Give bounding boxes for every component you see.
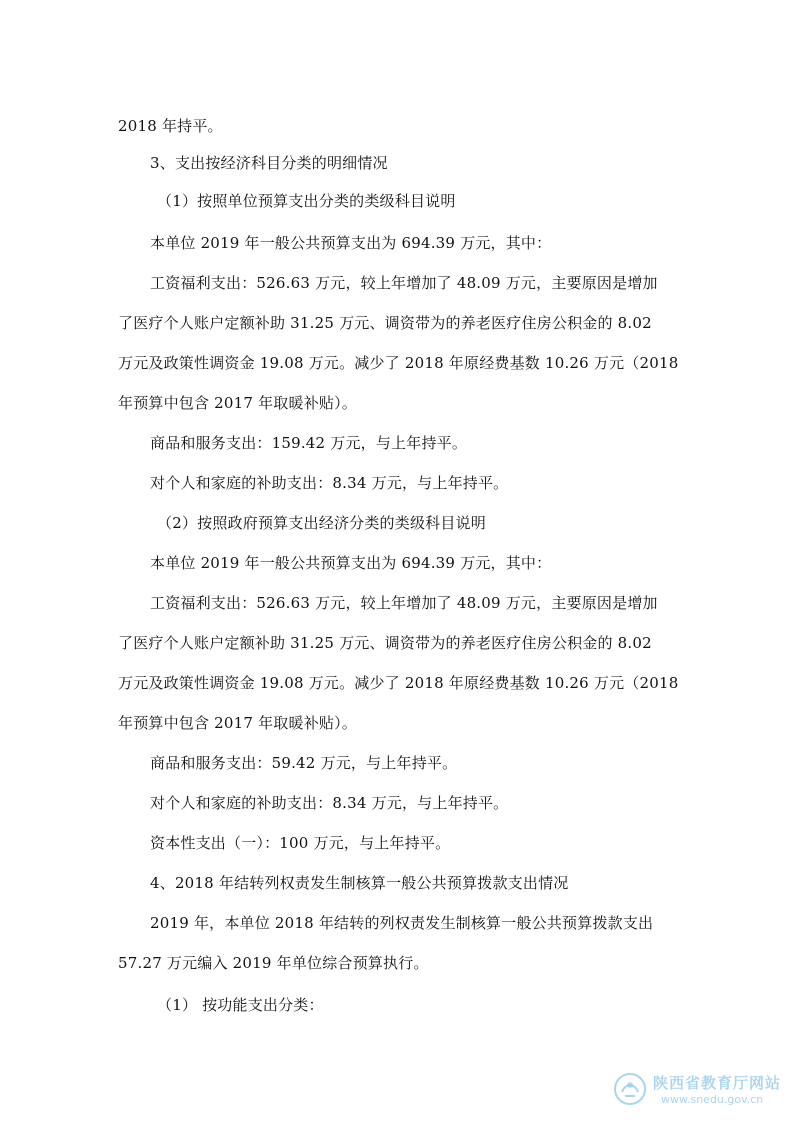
text-line: 本单位 2019 年一般公共预算支出为 694.39 万元，其中： [150,554,552,572]
text-line: 了医疗个人账户定额补助 31.25 万元、调资带为的养老医疗住房公积金的 8.02 [118,314,652,332]
watermark-url: www.snedu.gov.cn [661,1093,764,1106]
watermark-name: 陕西省教育厅网站 [653,1074,782,1092]
subsection-heading: （2）按照政府预算支出经济分类的类级科目说明 [157,514,486,532]
subsection-heading: （1）按照单位预算支出分类的类级科目说明 [157,192,456,210]
text-line: 工资福利支出：526.63 万元，较上年增加了 48.09 万元，主要原因是增加 [150,274,658,292]
subsection-heading: （1） 按功能支出分类： [157,996,324,1014]
text-line: 对个人和家庭的补助支出：8.34 万元，与上年持平。 [150,474,509,492]
site-logo-icon [613,1072,647,1106]
site-watermark [613,1070,783,1112]
text-line: 年预算中包含 2017 年取暖补贴）。 [118,394,358,412]
text-line: 万元及政策性调资金 19.08 万元。减少了 2018 年原经费基数 10.26 万元（2018 [118,674,679,692]
text-line: 工资福利支出：526.63 万元，较上年增加了 48.09 万元，主要原因是增加 [150,594,658,612]
text-line: 年预算中包含 2017 年取暖补贴）。 [118,714,358,732]
text-line: 2018 年持平。 [118,117,223,135]
text-line: 了医疗个人账户定额补助 31.25 万元、调资带为的养老医疗住房公积金的 8.02 [118,634,652,652]
text-line: 商品和服务支出：159.42 万元，与上年持平。 [150,434,468,452]
text-line: 资本性支出（一）：100 万元，与上年持平。 [150,834,451,852]
section-heading: 4、2018 年结转列权责发生制核算一般公共预算拨款支出情况 [150,874,569,892]
section-heading: 3、支出按经济科目分类的明细情况 [150,154,388,172]
text-line: 本单位 2019 年一般公共预算支出为 694.39 万元，其中： [150,234,552,252]
text-line: 2019 年，本单位 2018 年结转的列权责发生制核算一般公共预算拨款支出 [150,914,654,932]
text-line: 对个人和家庭的补助支出：8.34 万元，与上年持平。 [150,794,509,812]
text-line: 万元及政策性调资金 19.08 万元。减少了 2018 年原经费基数 10.26 万元（2018 [118,354,679,372]
text-line: 商品和服务支出：59.42 万元，与上年持平。 [150,754,458,772]
text-line: 57.27 万元编入 2019 年单位综合预算执行。 [118,954,429,972]
